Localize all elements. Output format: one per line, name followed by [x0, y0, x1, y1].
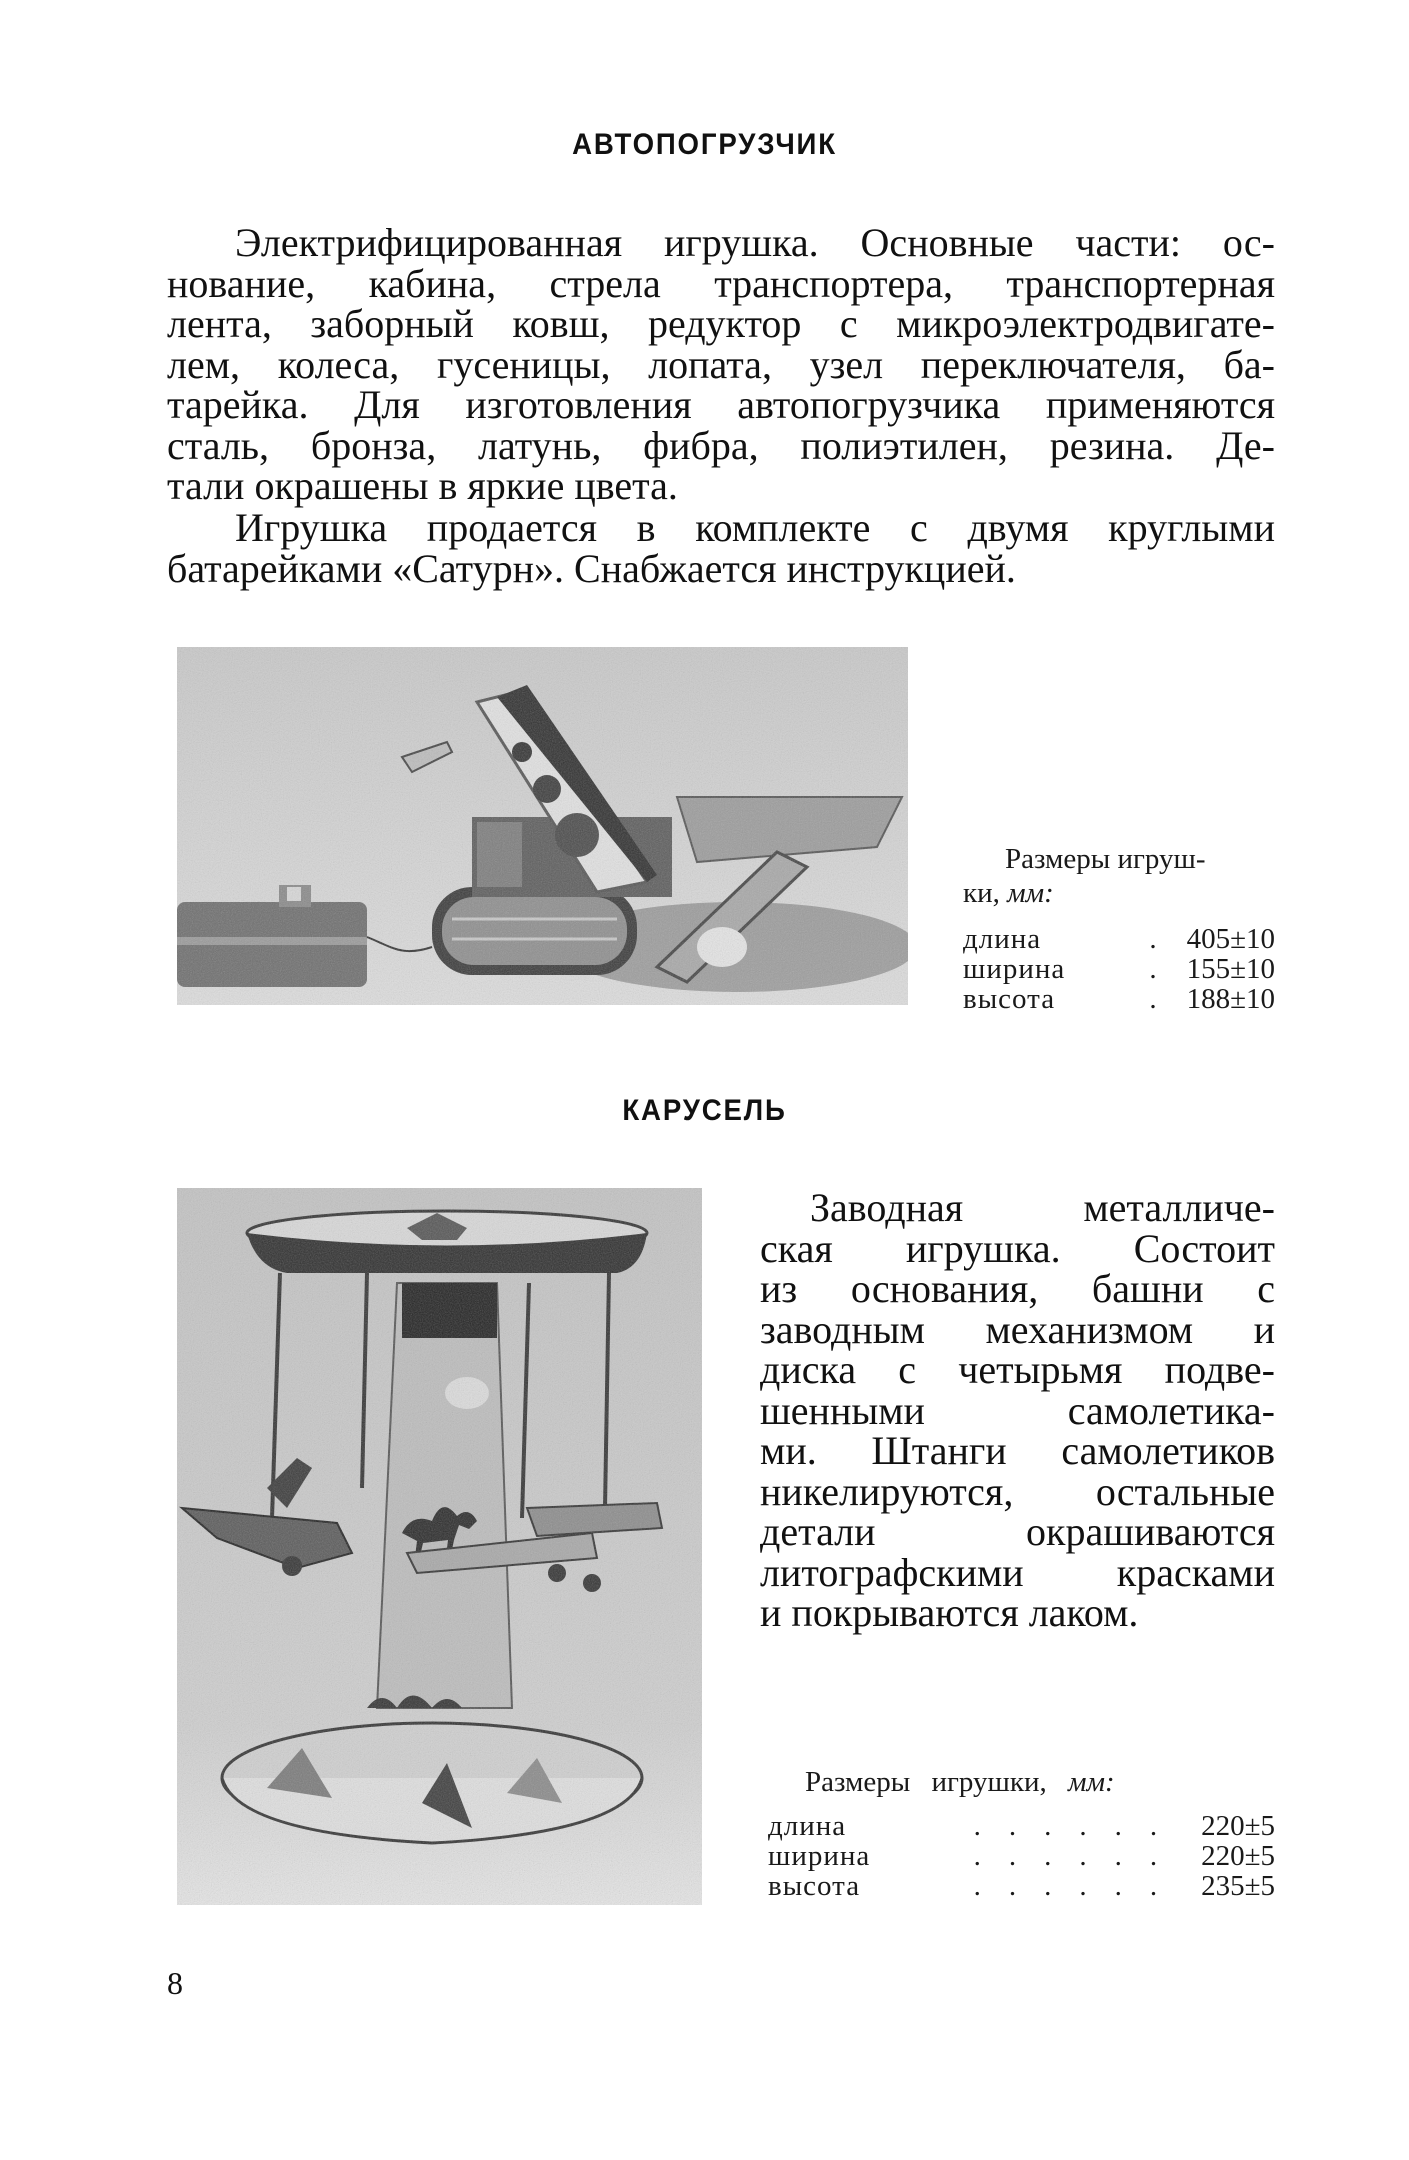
autoloader-package-note [167, 505, 1275, 591]
dimension-row-width [963, 954, 1275, 984]
dimensions-unit: мм: [1067, 1766, 1115, 1798]
text-line: Электрифицированная игрушка. Основные части: ос- [235, 220, 1275, 265]
text-line: детали окрашиваются [760, 1509, 1275, 1554]
dimensions-caption: Размеры игрушки, [805, 1766, 1047, 1798]
dimension-row-length [963, 924, 1275, 954]
dimension-value: 405±10 [1186, 923, 1275, 955]
dimension-row-height [963, 984, 1275, 1014]
text-line: тарейка. Для изготовления автопогрузчика применяются [167, 382, 1275, 427]
text-line: лем, колеса, гусеницы, лопата, узел переключателя, ба- [167, 341, 1275, 387]
dimension-label: высота [963, 983, 1056, 1015]
text-line: шенными самолетика- [760, 1387, 1275, 1433]
page-number: 8 [167, 1965, 183, 2001]
dimension-label: длина [768, 1810, 847, 1842]
text-line: нование, кабина, стрела транспортера, транспортерная [167, 260, 1275, 306]
autoloader-toy-photo [177, 647, 908, 1005]
text-line: лента, заборный ковш, редуктор с микроэлектродвигате- [167, 301, 1275, 346]
dimension-label: ширина [963, 953, 1066, 985]
dimensions-caption-cont: ки, [963, 877, 1000, 909]
leader-dots: . [1149, 983, 1171, 1015]
text-line: и покрываются лаком. [760, 1590, 1139, 1635]
leader-dots: ...... [973, 1810, 1186, 1842]
dimensions-caption: Размеры игруш- [1005, 843, 1206, 875]
carousel-toy-photo [177, 1188, 702, 1905]
dimension-value: 188±10 [1186, 983, 1275, 1015]
text-line: сталь, бронза, латунь, фибра, полиэтилен, резина. Де- [167, 422, 1275, 468]
dimension-label: высота [768, 1870, 861, 1902]
text-line: никелируются, остальные [760, 1468, 1275, 1514]
dimensions-unit: мм: [1007, 877, 1054, 909]
dimension-value: 155±10 [1186, 953, 1275, 985]
text-line: тали окрашены в яркие цвета. [167, 463, 678, 508]
text-line: Игрушка продается в комплекте с двумя круглыми [235, 505, 1275, 550]
section-title-carousel: КАРУСЕЛЬ [622, 1094, 787, 1127]
dimension-value: 235±5 [1201, 1870, 1275, 1902]
carousel-dimensions [768, 1765, 1275, 1901]
dimension-row-width [768, 1841, 1275, 1871]
text-line: ми. Штанги самолетиков [760, 1428, 1275, 1473]
text-line: из основания, башни с [760, 1266, 1275, 1311]
leader-dots: . [1149, 923, 1171, 955]
autoloader-description [167, 220, 1275, 508]
text-line: батарейками «Сатурн». Снабжается инструкцией. [167, 545, 1016, 591]
leader-dots: . [1149, 953, 1171, 985]
dimension-value: 220±5 [1201, 1840, 1275, 1872]
text-line: Заводная металличе- [810, 1185, 1275, 1230]
dimension-row-length [768, 1811, 1275, 1841]
section-title-autoloader: АВТОПОГРУЗЧИК [572, 128, 837, 161]
text-line: заводным механизмом и [760, 1306, 1275, 1352]
dimension-value: 220±5 [1201, 1810, 1275, 1842]
leader-dots: ...... [973, 1840, 1186, 1872]
leader-dots: ...... [973, 1870, 1186, 1902]
dimension-label: длина [963, 923, 1042, 955]
text-line: диска с четырьмя подве- [760, 1347, 1275, 1392]
carousel-description [760, 1185, 1275, 1635]
text-line: литографскими красками [760, 1549, 1275, 1595]
text-line: ская игрушка. Состоит [760, 1225, 1275, 1271]
dimension-row-height [768, 1871, 1275, 1901]
autoloader-dimensions [963, 842, 1275, 1014]
dimension-label: ширина [768, 1840, 871, 1872]
